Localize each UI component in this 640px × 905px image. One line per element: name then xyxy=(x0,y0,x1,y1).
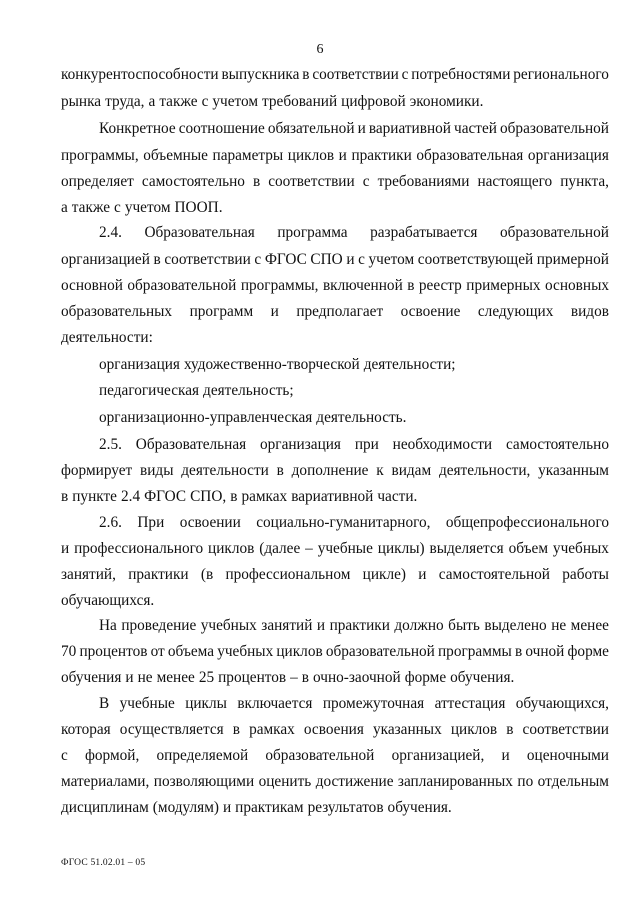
text-line: 2.5. Образовательная организация при необходимости самостоятельно xyxy=(99,436,609,453)
text-line: в пункте 2.4 ФГОС СПО, в рамках вариативной части. xyxy=(61,488,418,505)
text-line: педагогическая деятельность; xyxy=(99,382,294,399)
text-line: образовательных программ и предполагает освоение следующих видов xyxy=(61,303,609,320)
document-footer: ФГОС 51.02.01 – 05 xyxy=(61,858,146,868)
text-line: деятельности: xyxy=(61,329,153,346)
text-line: определяет самостоятельно в соответствии с требованиями настоящего пункта, xyxy=(61,173,609,190)
text-line: организационно-управленческая деятельность. xyxy=(99,409,407,426)
text-line: дисциплинам (модулям) и практикам результатов обучения. xyxy=(61,799,452,816)
page-number: 6 xyxy=(316,42,324,57)
text-line: с формой, определяемой образовательной организацией, и оценочными xyxy=(61,747,609,764)
text-line: основной образовательной программы, включенной в реестр примерных основных xyxy=(61,277,609,294)
text-line: 70 процентов от объема учебных циклов образовательной программы в очной форме xyxy=(61,643,609,660)
text-line: материалами, позволяющими оценить достижение запланированных по отдельным xyxy=(61,773,609,790)
text-line: программы, объемные параметры циклов и практики образовательная организация xyxy=(61,147,609,164)
text-line: а также с учетом ПООП. xyxy=(61,199,223,216)
text-line: В учебные циклы включается промежуточная аттестация обучающихся, xyxy=(99,695,609,712)
text-line: 2.4. Образовательная программа разрабатывается образовательной xyxy=(99,224,609,241)
text-line: Конкретное соотношение обязательной и вариативной частей образовательной xyxy=(99,120,609,137)
text-line: обучения и не менее 25 процентов – в очно-заочной форме обучения. xyxy=(61,669,515,686)
text-line: занятий, практики (в профессиональном цикле) и самостоятельной работы xyxy=(61,566,609,583)
text-line: рынка труда, а также с учетом требований цифровой экономики. xyxy=(61,93,484,110)
text-line: обучающихся. xyxy=(61,592,155,609)
text-line: 2.6. При освоении социально-гуманитарного, общепрофессионального xyxy=(99,514,609,531)
text-line: которая осуществляется в рамках освоения указанных циклов в соответствии xyxy=(61,721,609,738)
text-line: конкурентоспособности выпускника в соответствии с потребностями регионального xyxy=(61,66,609,83)
text-line: На проведение учебных занятий и практики должно быть выделено не менее xyxy=(99,617,609,634)
text-line: формирует виды деятельности в дополнение к видам деятельности, указанным xyxy=(61,462,609,479)
text-line: и профессионального циклов (далее – учебные циклы) выделяется объем учебных xyxy=(61,540,609,557)
text-line: организация художественно-творческой деятельности; xyxy=(99,356,456,373)
text-line: организацией в соответствии с ФГОС СПО и с учетом соответствующей примерной xyxy=(61,251,609,268)
